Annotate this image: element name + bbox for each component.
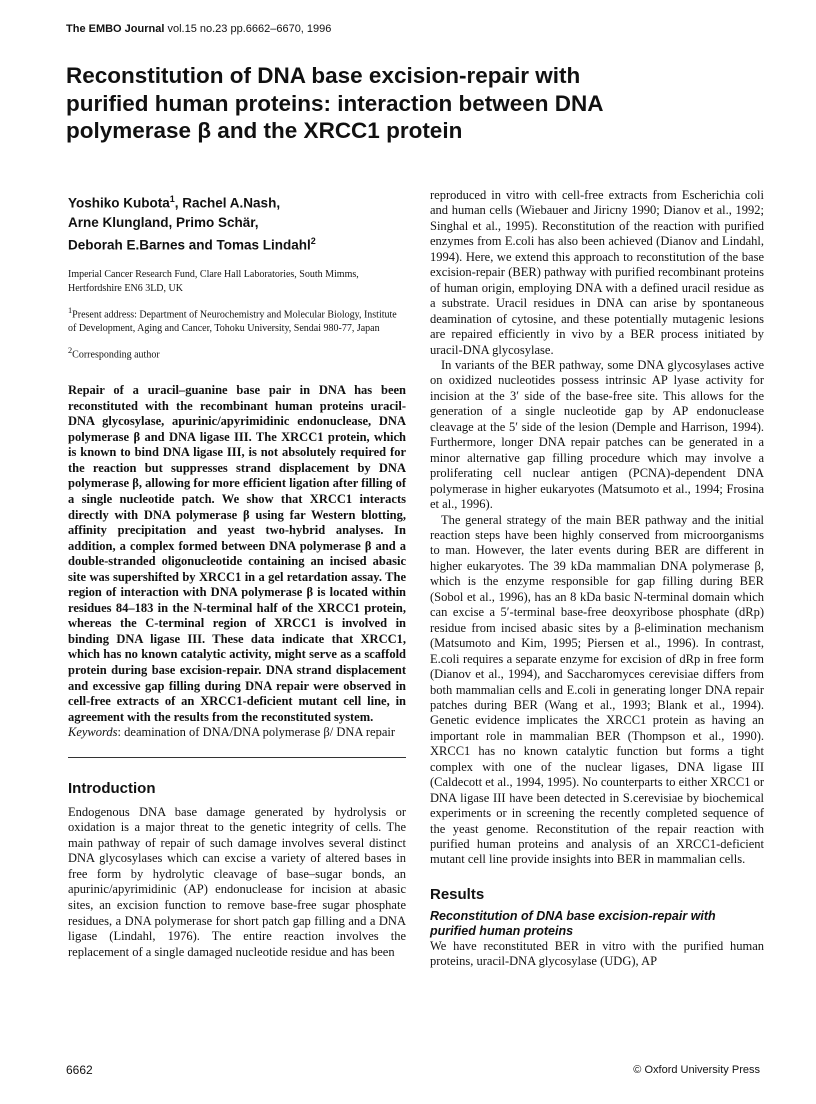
paragraph: reproduced in vitro with cell-free extracts from Escherichia coli and human cells (Wiebauer and Jiricny 1990; Dianov et al., 1992; Singhal et al., 1995). Reconstitution of the reaction with purified enzymes from E.coli has also been achieved (Dianov and Lindahl, 1994). Here, we extend this approach to reconstitution of the base excision-repair (BER) pathway with purified recombinant proteins of human origin, employing DNA with a defined uracil residue as a substrate. Uracil residues in DNA can arise by spontaneous deamination of cytosine, and these potentially mutagenic lesions are repaired efficiently in vivo by a BER process initiated by uracil-DNA glycosylase. <box>430 188 764 357</box>
section-heading: Results <box>430 885 485 903</box>
affiliation-marker: 1 <box>169 194 175 204</box>
publisher: © Oxford University Press <box>633 1064 760 1076</box>
right-column <box>430 188 764 970</box>
paper-title <box>66 62 766 145</box>
corresponding-author-text: Corresponding author <box>72 349 160 361</box>
title-line: purified human proteins: interaction between DNA <box>66 90 604 116</box>
abstract: Repair of a uracil–guanine base pair in DNA has been reconstituted with the recombinant human proteins uracil-DNA glycosylase, apurinic/apyrimidinic endonuclease, DNA polymerase β and DNA ligase III. The XRCC1 protein, which is known to bind DNA ligase III, is not absolutely required for the reaction but suppresses strand displacement by DNA polymerase β, allowing for more efficient ligation after filling of a single nucleotide patch. We show that XRCC1 interacts directly with DNA polymerase β using far Western blotting, affinity precipitation and yeast two-hybrid analyses. In addition, a complex formed between DNA polymerase β and a double-stranded oligonucleotide containing an incised abasic site was supershifted by XRCC1 in a gel retardation assay. The region of interaction with DNA polymerase β is located within residues 84–183 in the N-terminal half of the XRCC1 protein, whereas the C-terminal region of XRCC1 is involved in binding DNA ligase III. These data indicate that XRCC1, which has no known catalytic activity, might serve as a scaffold protein during base excision-repair. DNA strand displacement and excessive gap filling during DNA repair were observed in cell-free extracts of an XRCC1-deficient mutant cell line, in agreement with the results from the reconstituted system. <box>68 383 406 724</box>
present-address-text: Present address: Department of Neurochemistry and Molecular Biology, Institute of Development, Aging and Cancer, Tohoku University, Sendai 980-77, Japan <box>68 309 397 334</box>
divider <box>68 757 406 758</box>
footnote-marker: 2 <box>68 346 73 356</box>
journal-header <box>66 23 331 35</box>
footnote-marker: 1 <box>68 306 73 315</box>
body-text <box>430 188 764 868</box>
present-address <box>68 304 406 335</box>
results-text <box>430 939 764 970</box>
paragraph: The general strategy of the main BER pathway and the initial reaction steps have been highly conserved from microorganisms to man. However, the later events during BER are different in higher eukaryotes. The 39 kDa mammalian DNA polymerase β, which is the enzyme responsible for gap filling during BER (Sobol et al., 1996), has an 8 kDa basic N-terminal domain which can excise a 5′-terminal base-free deoxyribose phosphate (dRp) residue from incised abasic sites by a β-elimination mechanism (Matsumoto and Kim, 1995; Piersen et al., 1996). In contrast, E.coli requires a separate enzyme for excision of dRp in free form (Dianov et al., 1994), and Saccharomyces cerevisiae differs from both mammalian cells and E.coli in generating longer DNA repair patches during BER (Wang et al., 1993; Blank et al., 1994). Genetic evidence implicates the XRCC1 protein as having an important role in mammalian BER (Thompson et al., 1990). XRCC1 has no known catalytic function but forms a tight complex with one of the nuclear ligases, DNA ligase III (Caldecott et al., 1994, 1995). No counterparts to either XRCC1 or DNA ligase III have been detected in S.cerevisiae by biochemical experiments or in screening the recently completed sequence of the yeast genome. Reconstitution of the repair reaction with purified human proteins and analysis of an XRCC1-deficient mutant cell line provide insights into BER in mammalian cells. <box>430 512 764 867</box>
page-number: 6662 <box>66 1063 93 1077</box>
keywords-text: : deamination of DNA/DNA polymerase β/ DNA repair <box>117 725 396 740</box>
keywords <box>68 725 406 741</box>
affiliation-marker: 2 <box>310 235 316 246</box>
author: Yoshiko Kubota <box>68 195 170 211</box>
paragraph: We have reconstituted BER in vitro with the purified human proteins, uracil-DNA glycosylase (UDG), AP <box>430 938 764 969</box>
corresponding-author <box>68 344 406 362</box>
left-column <box>68 190 406 960</box>
introduction-text <box>68 805 406 960</box>
journal-name: The EMBO Journal <box>66 23 165 35</box>
author-list <box>68 190 406 254</box>
paragraph: Endogenous DNA base damage generated by hydrolysis or oxidation is a major threat to the genetic integrity of cells. The main pathway of repair of such damage involves several distinct DNA glycosylases which can excise a variety of altered bases in free form by hydrolytic cleavage of base–sugar bonds, an apurinic/apyrimidinic (AP) endonuclease for incision at abasic sites, an excision function to remove base-free sugar phosphate residues, a DNA polymerase for short patch gap filling and a DNA ligase (Lindahl, 1976). The entire reaction involves the replacement of a single damaged nucleotide residue and has been <box>68 804 406 959</box>
title-line: Reconstitution of DNA base excision-repair with <box>66 63 581 88</box>
keywords-label: Keywords <box>68 725 118 740</box>
title-line: polymerase β and the XRCC1 protein <box>66 118 463 143</box>
author: Deborah E.Barnes and Tomas Lindahl <box>68 237 311 252</box>
section-heading: Introduction <box>68 779 156 797</box>
affiliation: Imperial Cancer Research Fund, Clare Hall Laboratories, South Mimms, Hertfordshire EN6 3LD, UK <box>68 269 359 294</box>
subsection-heading: Reconstitution of DNA base excision-repair with purified human proteins <box>430 908 716 938</box>
paragraph: In variants of the BER pathway, some DNA glycosylases active on oxidized nucleotides possess intrinsic AP lyase activity for incision at the 3′ side of the base-free site. This allows for the generation of a single nucleotide gap by AP endonuclease cleavage at the 5′ side of the lesion (Demple and Harrison, 1994). Furthermore, longer DNA repair patches can be generated in a minor alternative gap filling procedure which may involve a proliferating cell nuclear antigen (PCNA)-dependent DNA polymerase in higher eukaryotes (Matsumoto et al., 1994; Frosina et al., 1996). <box>430 357 764 512</box>
author: Arne Klungland, Primo Schär, <box>68 214 259 230</box>
author: , Rachel A.Nash, <box>174 195 281 211</box>
journal-citation: vol.15 no.23 pp.6662–6670, 1996 <box>164 23 332 35</box>
